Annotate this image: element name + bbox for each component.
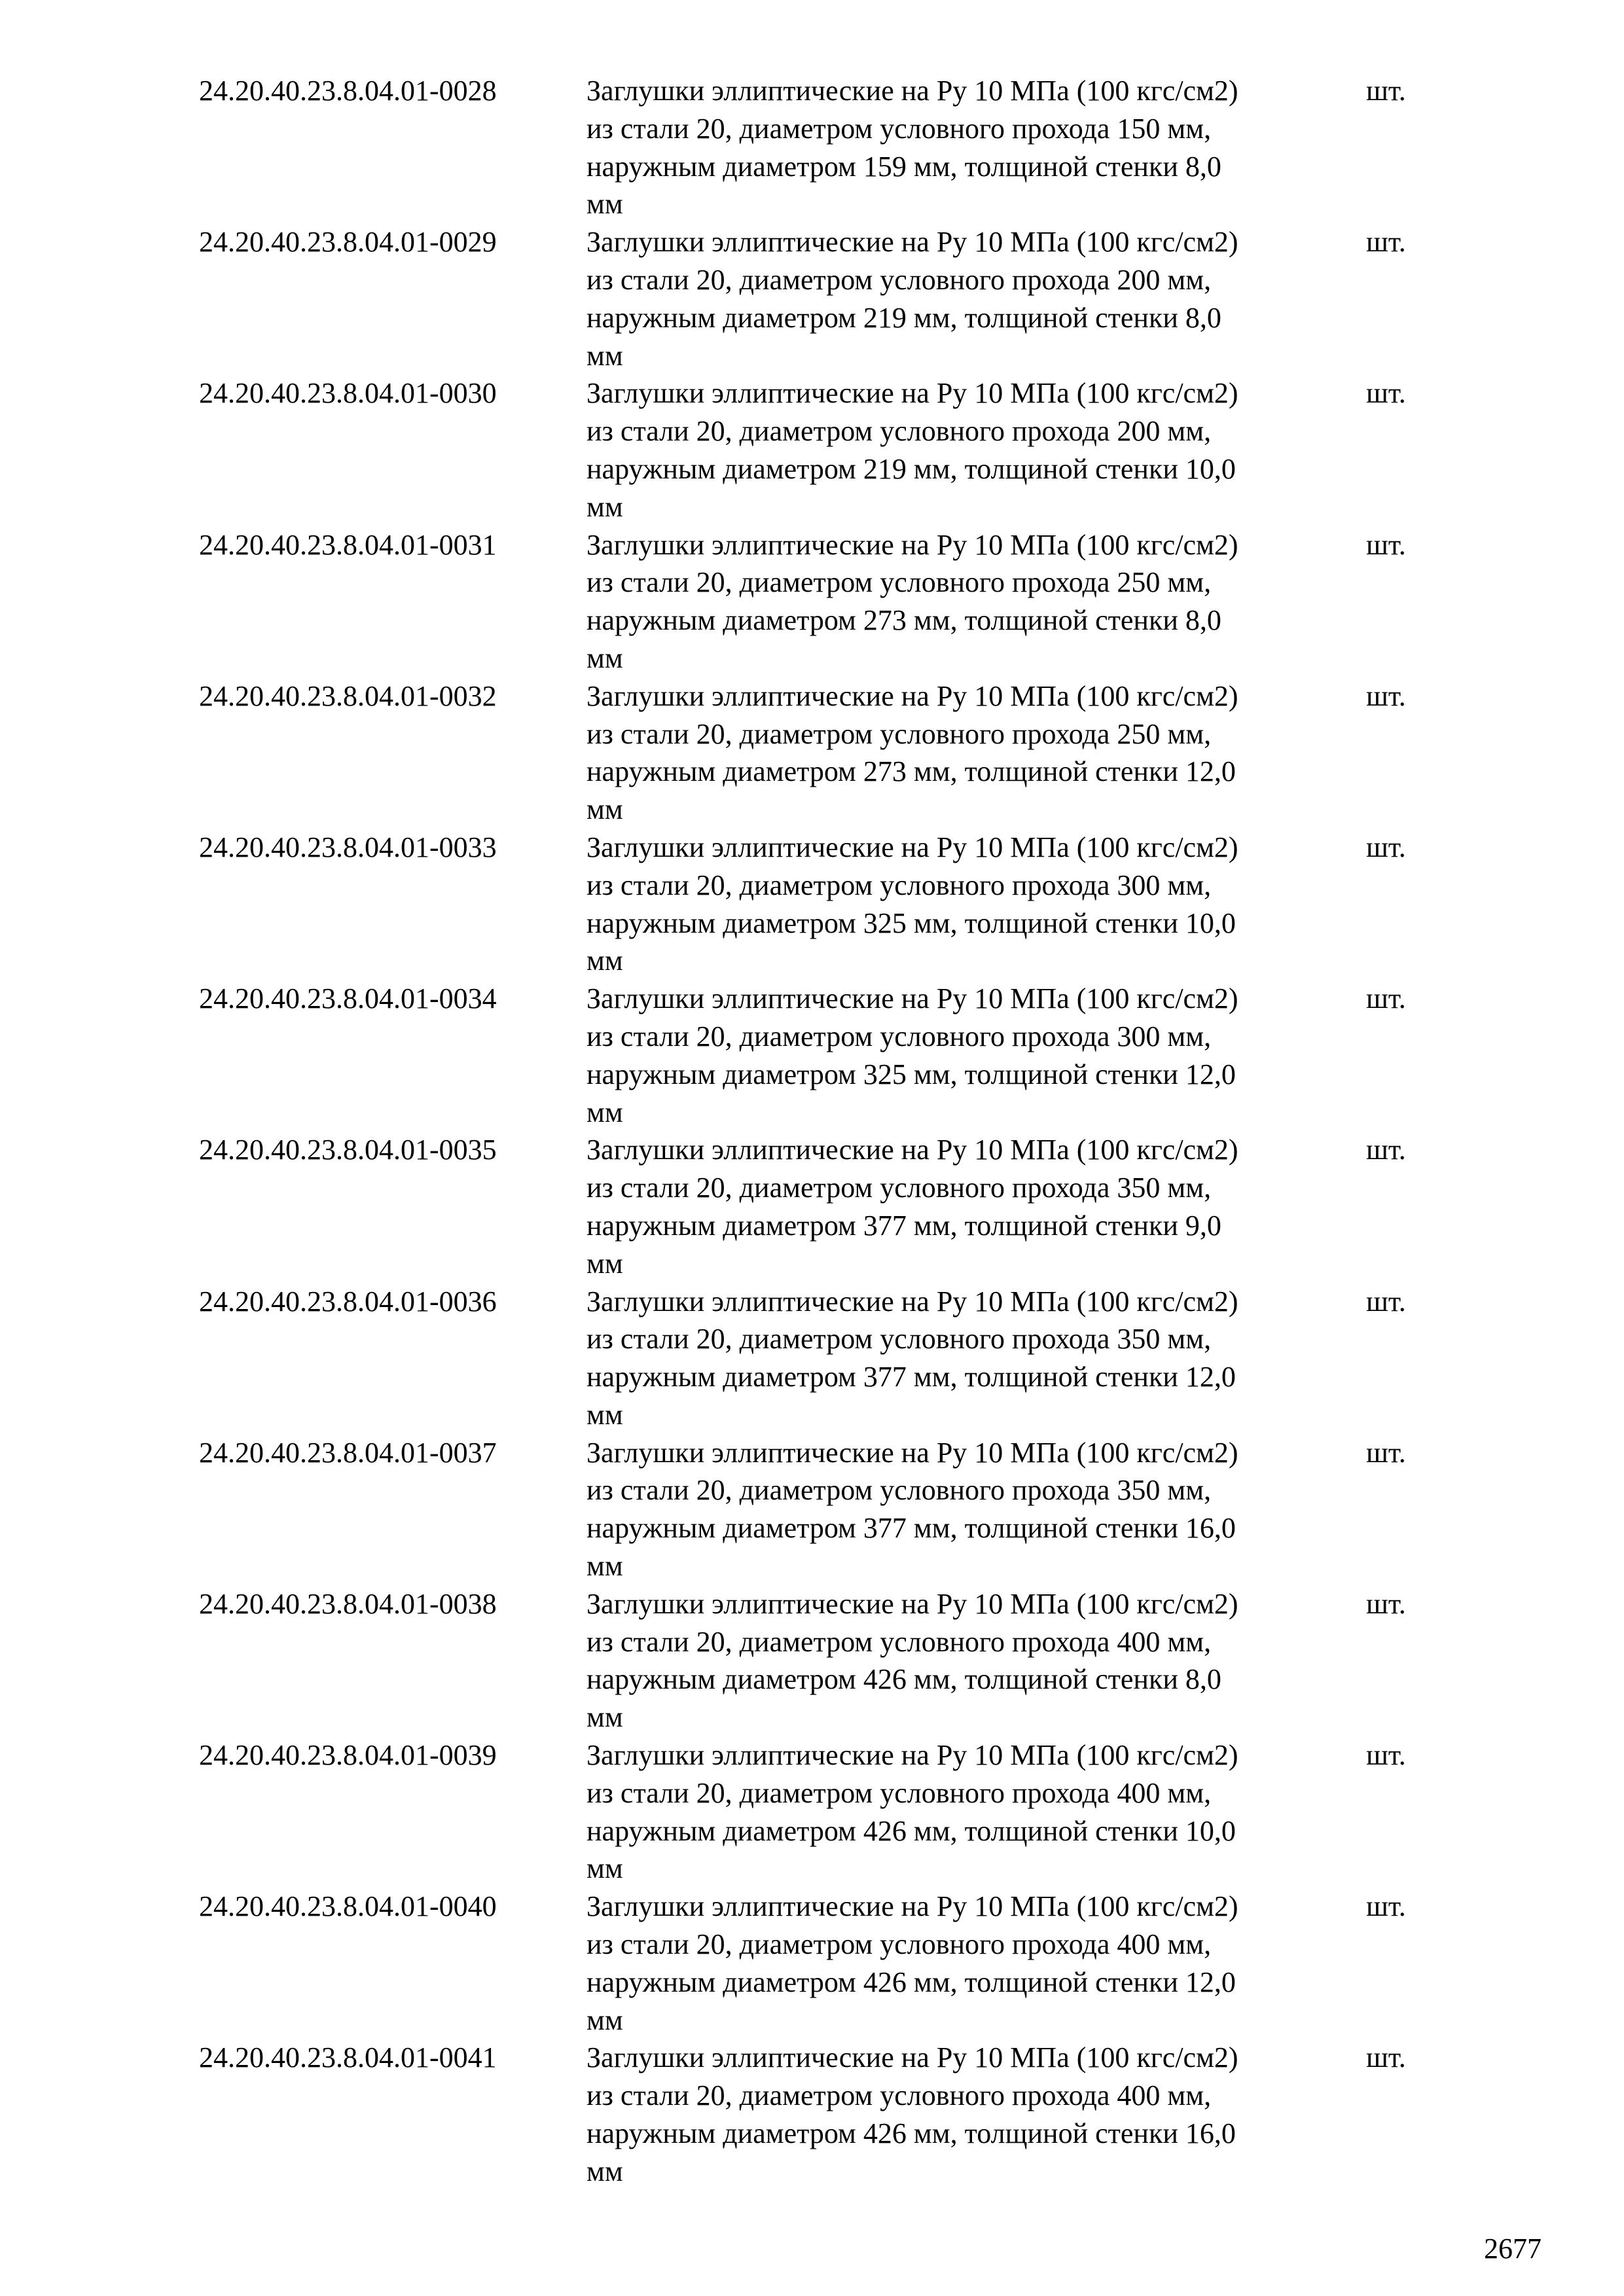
description-line: мм xyxy=(586,1398,623,1431)
item-unit: шт. xyxy=(1366,982,1406,1015)
item-description xyxy=(586,1434,1333,1585)
description-line: мм xyxy=(586,641,623,674)
description-line: наружным диаметром 377 мм, толщиной стенки 16,0 xyxy=(586,1512,1236,1545)
description-line: наружным диаметром 426 мм, толщиной стенки 16,0 xyxy=(586,2117,1236,2150)
description-line: из стали 20, диаметром условного прохода 400 мм, xyxy=(586,1776,1212,1809)
description-line: из стали 20, диаметром условного прохода 300 мм, xyxy=(586,869,1212,901)
list-item xyxy=(0,1283,1624,1434)
item-code: 24.20.40.23.8.04.01-0029 xyxy=(199,226,497,259)
description-line: мм xyxy=(586,1701,623,1734)
description-line: мм xyxy=(586,2003,623,2036)
item-description xyxy=(586,1585,1333,1736)
item-description xyxy=(586,1283,1333,1434)
item-code: 24.20.40.23.8.04.01-0040 xyxy=(199,1890,497,1923)
item-unit: шт. xyxy=(1366,377,1406,410)
list-item xyxy=(0,1131,1624,1282)
description-line: наружным диаметром 377 мм, толщиной стенки 12,0 xyxy=(586,1361,1236,1393)
description-line: мм xyxy=(586,339,623,372)
description-line: из стали 20, диаметром условного прохода 150 мм, xyxy=(586,112,1212,145)
list-item xyxy=(0,1434,1624,1585)
item-unit: шт. xyxy=(1366,1890,1406,1923)
item-unit: шт. xyxy=(1366,2041,1406,2074)
description-line: из стали 20, диаметром условного прохода 250 мм, xyxy=(586,717,1212,750)
description-line: наружным диаметром 219 мм, толщиной стенки 8,0 xyxy=(586,301,1221,334)
description-line: Заглушки эллиптические на Ру 10 МПа (100 кгс/см2) xyxy=(586,1285,1238,1318)
description-line: Заглушки эллиптические на Ру 10 МПа (100 кгс/см2) xyxy=(586,75,1238,107)
item-code: 24.20.40.23.8.04.01-0033 xyxy=(199,831,497,863)
description-line: из стали 20, диаметром условного прохода 200 мм, xyxy=(586,415,1212,448)
list-item xyxy=(0,2039,1624,2190)
item-description xyxy=(586,1131,1333,1282)
description-line: Заглушки эллиптические на Ру 10 МПа (100 кгс/см2) xyxy=(586,1134,1238,1166)
description-line: мм xyxy=(586,793,623,826)
item-code: 24.20.40.23.8.04.01-0034 xyxy=(199,982,497,1015)
item-unit: шт. xyxy=(1366,1436,1406,1469)
item-description xyxy=(586,223,1333,374)
description-line: Заглушки эллиптические на Ру 10 МПа (100 кгс/см2) xyxy=(586,982,1238,1015)
item-unit: шт. xyxy=(1366,528,1406,561)
item-description xyxy=(586,2039,1333,2190)
page-number: 2677 xyxy=(1484,2233,1542,2265)
item-description xyxy=(586,1888,1333,2039)
list-item xyxy=(0,1585,1624,1736)
description-line: Заглушки эллиптические на Ру 10 МПа (100 кгс/см2) xyxy=(586,226,1238,259)
item-description xyxy=(586,980,1333,1131)
description-line: Заглушки эллиптические на Ру 10 МПа (100 кгс/см2) xyxy=(586,679,1238,712)
description-line: наружным диаметром 426 мм, толщиной стенки 8,0 xyxy=(586,1663,1221,1696)
description-line: мм xyxy=(586,1852,623,1885)
description-line: из стали 20, диаметром условного прохода 350 мм, xyxy=(586,1172,1212,1204)
description-line: наружным диаметром 325 мм, толщиной стенки 12,0 xyxy=(586,1058,1236,1090)
description-line: наружным диаметром 377 мм, толщиной стенки 9,0 xyxy=(586,1209,1221,1242)
item-code: 24.20.40.23.8.04.01-0039 xyxy=(199,1739,497,1772)
description-line: Заглушки эллиптические на Ру 10 МПа (100 кгс/см2) xyxy=(586,1436,1238,1469)
list-item xyxy=(0,980,1624,1131)
item-description xyxy=(586,829,1333,980)
item-unit: шт. xyxy=(1366,75,1406,107)
item-code: 24.20.40.23.8.04.01-0041 xyxy=(199,2041,497,2074)
description-line: из стали 20, диаметром условного прохода 400 мм, xyxy=(586,1625,1212,1658)
description-line: Заглушки эллиптические на Ру 10 МПа (100 кгс/см2) xyxy=(586,377,1238,410)
description-line: наружным диаметром 426 мм, толщиной стенки 10,0 xyxy=(586,1814,1236,1847)
description-line: мм xyxy=(586,1096,623,1128)
description-line: наружным диаметром 273 мм, толщиной стенки 8,0 xyxy=(586,604,1221,637)
description-line: наружным диаметром 325 мм, толщиной стенки 10,0 xyxy=(586,906,1236,939)
description-line: мм xyxy=(586,1550,623,1583)
description-line: из стали 20, диаметром условного прохода 400 мм, xyxy=(586,1928,1212,1961)
item-description xyxy=(586,374,1333,526)
description-line: из стали 20, диаметром условного прохода 200 мм, xyxy=(586,263,1212,296)
item-code: 24.20.40.23.8.04.01-0028 xyxy=(199,75,497,107)
list-item xyxy=(0,677,1624,829)
description-line: наружным диаметром 273 мм, толщиной стенки 12,0 xyxy=(586,755,1236,788)
item-code: 24.20.40.23.8.04.01-0031 xyxy=(199,528,497,561)
description-line: наружным диаметром 426 мм, толщиной стенки 12,0 xyxy=(586,1965,1236,1998)
list-item xyxy=(0,829,1624,980)
list-item xyxy=(0,374,1624,526)
list-item xyxy=(0,223,1624,374)
entry-list xyxy=(0,72,1624,2191)
list-item xyxy=(0,1888,1624,2039)
item-unit: шт. xyxy=(1366,1134,1406,1166)
description-line: мм xyxy=(586,1247,623,1280)
item-description xyxy=(586,72,1333,223)
description-line: из стали 20, диаметром условного прохода 350 мм, xyxy=(586,1474,1212,1507)
item-unit: шт. xyxy=(1366,831,1406,863)
item-unit: шт. xyxy=(1366,226,1406,259)
description-line: мм xyxy=(586,490,623,523)
description-line: наружным диаметром 159 мм, толщиной стенки 8,0 xyxy=(586,150,1221,183)
item-code: 24.20.40.23.8.04.01-0037 xyxy=(199,1436,497,1469)
description-line: Заглушки эллиптические на Ру 10 МПа (100 кгс/см2) xyxy=(586,528,1238,561)
description-line: из стали 20, диаметром условного прохода 250 мм, xyxy=(586,566,1212,599)
item-unit: шт. xyxy=(1366,1285,1406,1318)
description-line: Заглушки эллиптические на Ру 10 МПа (100 кгс/см2) xyxy=(586,1890,1238,1923)
description-line: наружным диаметром 219 мм, толщиной стенки 10,0 xyxy=(586,452,1236,485)
description-line: Заглушки эллиптические на Ру 10 МПа (100 кгс/см2) xyxy=(586,2041,1238,2074)
item-description xyxy=(586,526,1333,677)
item-code: 24.20.40.23.8.04.01-0035 xyxy=(199,1134,497,1166)
item-code: 24.20.40.23.8.04.01-0030 xyxy=(199,377,497,410)
list-item xyxy=(0,1736,1624,1888)
list-item xyxy=(0,526,1624,677)
description-line: Заглушки эллиптические на Ру 10 МПа (100 кгс/см2) xyxy=(586,831,1238,863)
description-line: из стали 20, диаметром условного прохода 350 мм, xyxy=(586,1323,1212,1355)
description-line: мм xyxy=(586,188,623,221)
description-line: Заглушки эллиптические на Ру 10 МПа (100 кгс/см2) xyxy=(586,1739,1238,1772)
description-line: из стали 20, диаметром условного прохода 400 мм, xyxy=(586,2079,1212,2112)
list-item xyxy=(0,72,1624,223)
description-line: мм xyxy=(586,2155,623,2187)
description-line: Заглушки эллиптические на Ру 10 МПа (100 кгс/см2) xyxy=(586,1587,1238,1620)
item-unit: шт. xyxy=(1366,679,1406,712)
item-code: 24.20.40.23.8.04.01-0032 xyxy=(199,679,497,712)
description-line: мм xyxy=(586,944,623,977)
description-line: из стали 20, диаметром условного прохода 300 мм, xyxy=(586,1020,1212,1052)
item-unit: шт. xyxy=(1366,1739,1406,1772)
item-description xyxy=(586,677,1333,829)
item-code: 24.20.40.23.8.04.01-0036 xyxy=(199,1285,497,1318)
item-unit: шт. xyxy=(1366,1587,1406,1620)
item-description xyxy=(586,1736,1333,1888)
item-code: 24.20.40.23.8.04.01-0038 xyxy=(199,1587,497,1620)
